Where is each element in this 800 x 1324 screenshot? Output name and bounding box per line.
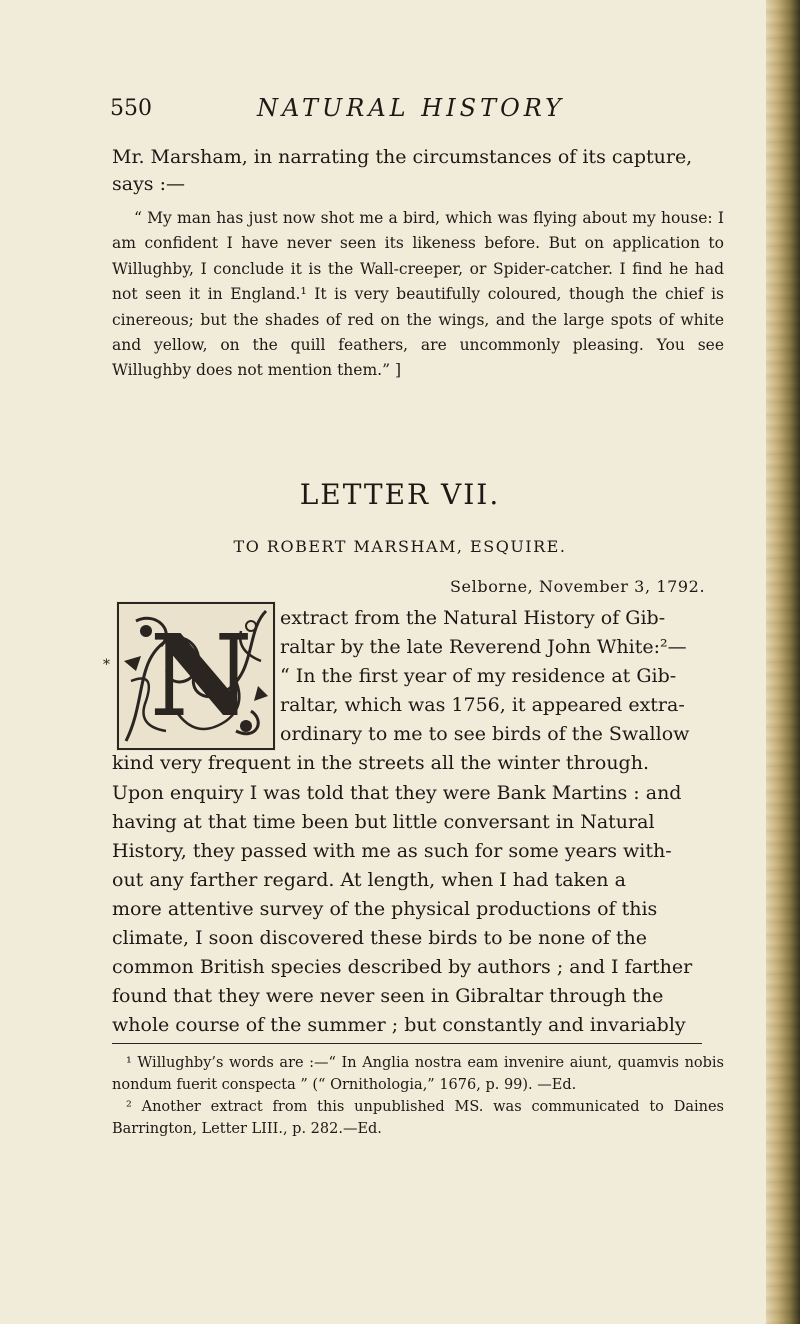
intro-lead: Mr. Marsham, in narrating the circumstances of its capture, says :— [112, 146, 693, 195]
footnote-1: ¹ Willughby’s words are :—“ In Anglia nostra eam invenire aiunt, quamvis nobis nondum fuerit conspecta ” (“ Ornithologia,” 1676, p. 99). —Ed. [112, 1055, 724, 1093]
footnote-2: ² Another extract from this unpublished MS. was communicated to Daines Barrington, Letter LIII., p. 282.—Ed. [112, 1099, 724, 1137]
body-line: out any farther regard. At length, when I had taken a [112, 868, 626, 891]
body-line: raltar by the late Reverend John White:²— [280, 636, 687, 659]
letter-recipient: TO ROBERT MARSHAM, ESQUIRE. [233, 537, 567, 556]
body-line: climate, I soon discovered these birds to be none of the [112, 927, 647, 950]
footnote-rule [112, 1043, 702, 1044]
body-line: whole course of the summer ; but constantly and invariably [112, 1014, 686, 1037]
body-line: ordinary to me to see birds of the Swallow [280, 723, 690, 746]
margin-mark: * [103, 657, 110, 673]
intro-paragraph [112, 144, 724, 198]
body-line: Upon enquiry I was told that they were Bank Martins : and [112, 781, 682, 804]
body-line: “ In the first year of my residence at Gib- [280, 665, 677, 688]
body-line: common British species described by authors ; and I farther [112, 956, 693, 979]
initial-letter: N [150, 611, 253, 742]
running-title: NATURAL HISTORY [257, 94, 565, 122]
body-line: History, they passed with me as such for some years with- [112, 839, 672, 862]
letter-body [112, 604, 724, 1040]
footnotes [112, 1052, 724, 1140]
letter-heading: LETTER VII. [299, 478, 501, 511]
letter-dateline: Selborne, November 3, 1792. [450, 577, 706, 596]
body-line: extract from the Natural History of Gib- [280, 607, 666, 629]
page-header [110, 92, 750, 128]
body-line: found that they were never seen in Gibraltar through the [112, 985, 664, 1008]
page-number: 550 [110, 96, 152, 121]
body-line: kind very frequent in the streets all the winter through. [112, 752, 649, 775]
marsham-quote [112, 206, 724, 384]
page-edge-binding [766, 0, 800, 1324]
body-line: raltar, which was 1756, it appeared extra- [280, 694, 685, 717]
body-line: having at that time been but little conversant in Natural [112, 810, 655, 833]
quote-text: “ My man has just now shot me a bird, which was flying about my house: I am confident I have never seen its likeness before. But on application to Willughby, I conclude it is the Wall-creeper, or Spider-catcher. I find he had not seen it in England.¹ It is very beautifully coloured, though the chief is cinereous; but the shades of red on the wings, and the large spots of white and yellow, on the quill feathers, are uncommonly pleasing. You see Willughby does not mention them.” ] [112, 209, 724, 380]
body-line: more attentive survey of the physical productions of this [112, 897, 658, 920]
